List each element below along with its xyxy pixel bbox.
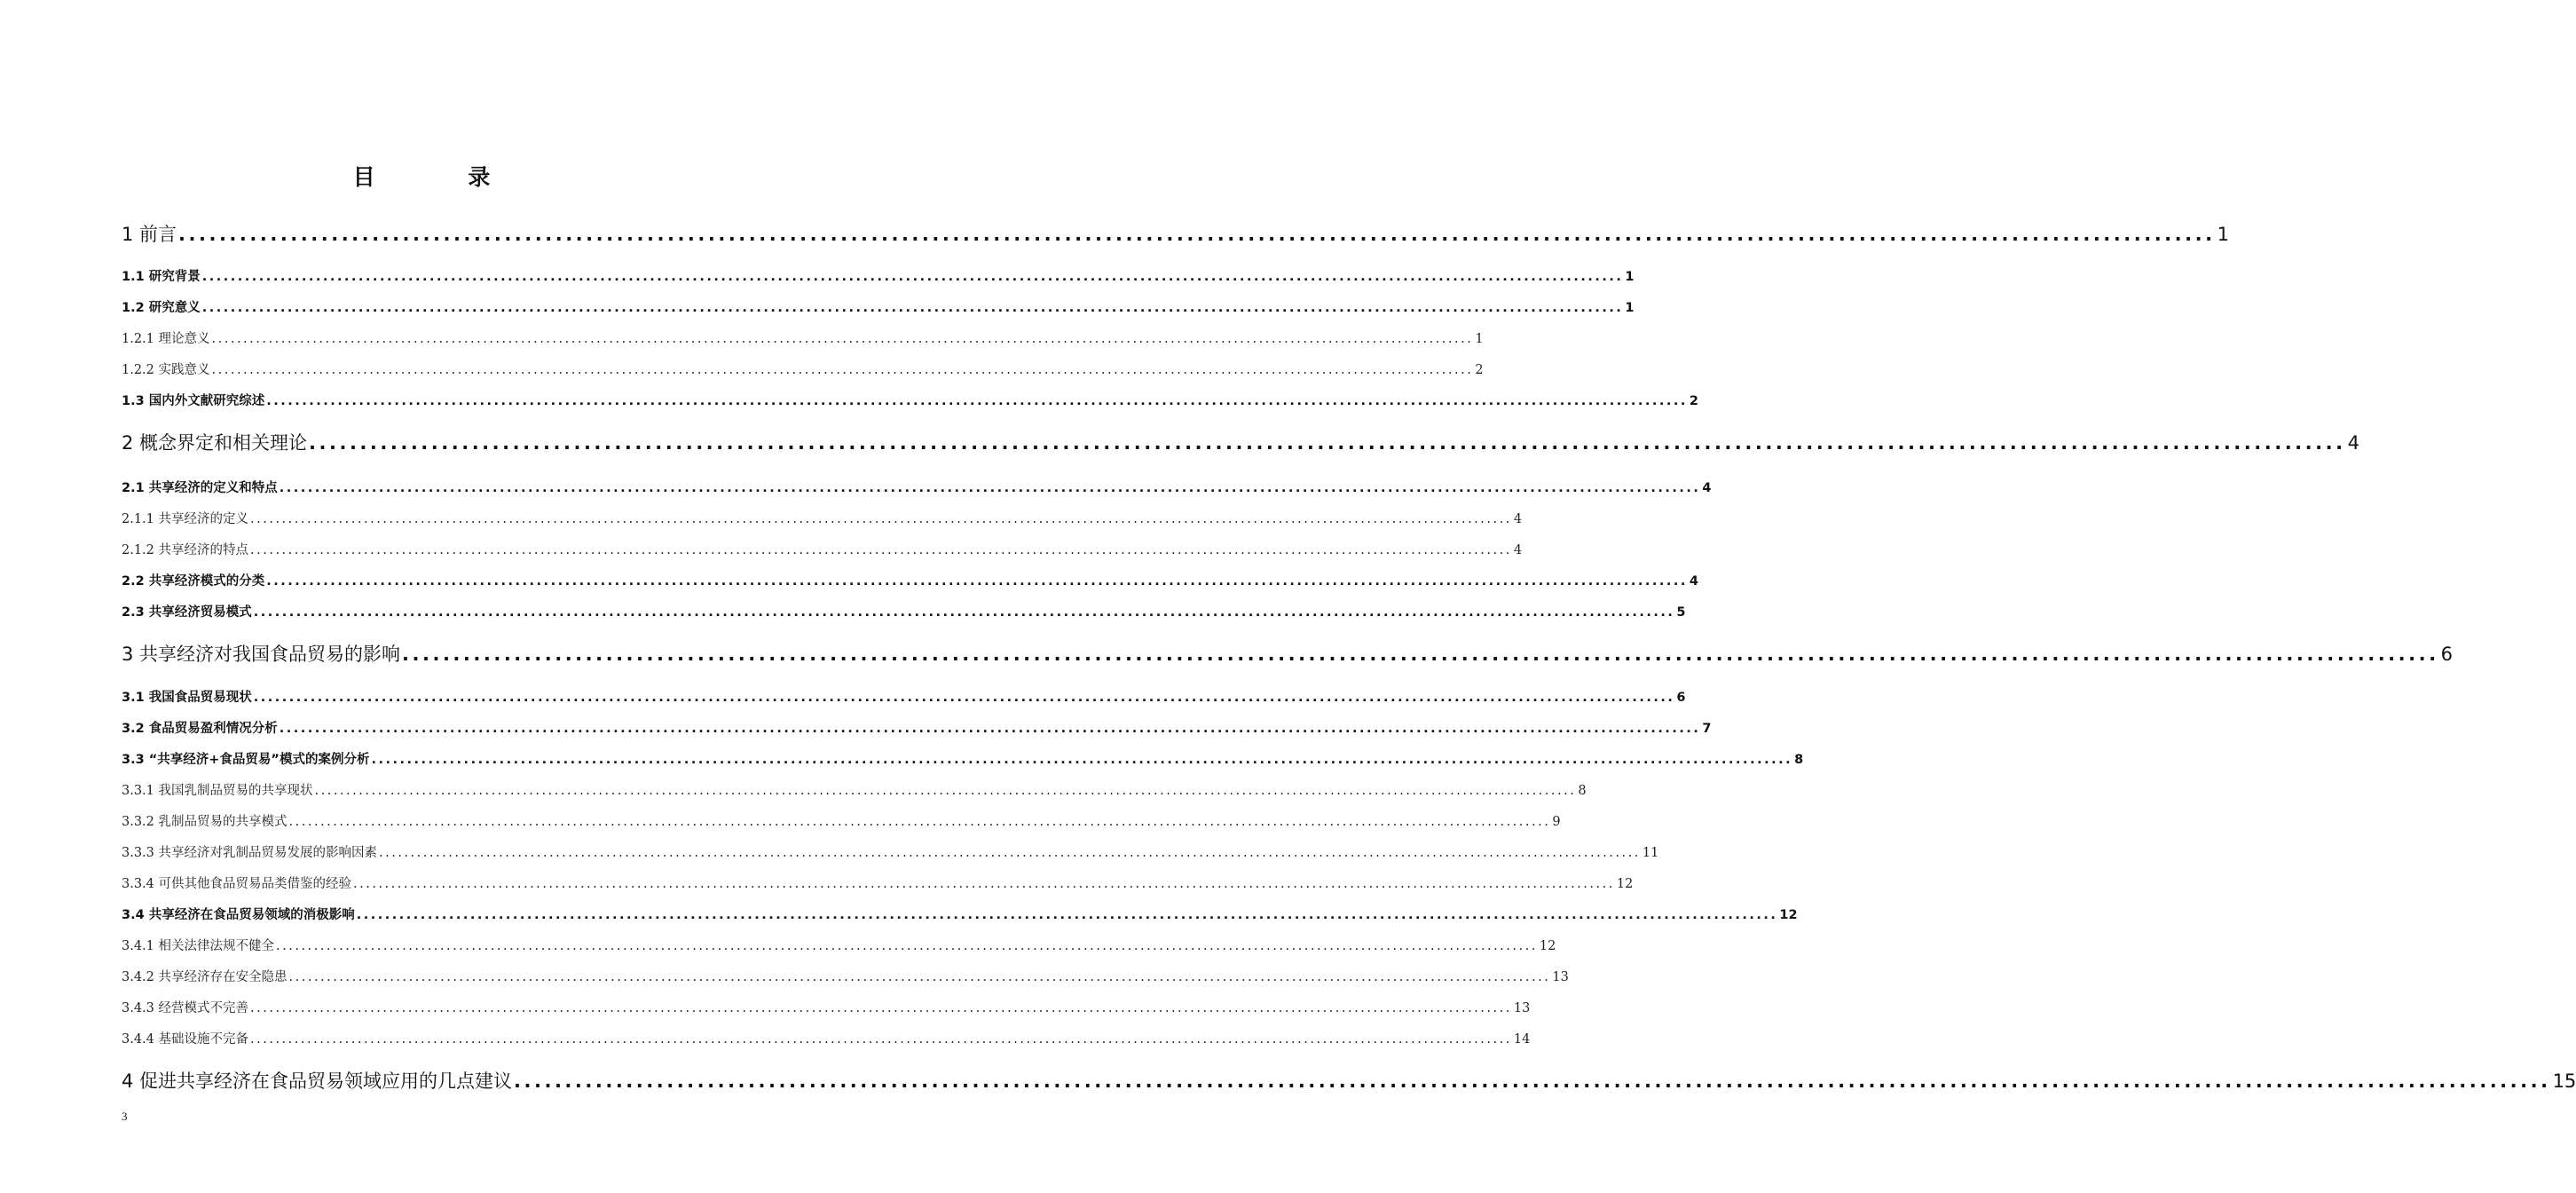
toc-leader-dots: ........................................................................................................................................................................................................	[514, 1071, 2551, 1092]
toc-entry-label: 2.1.2 共享经济的特点	[122, 543, 249, 557]
toc-entry-page: 13	[1513, 1001, 1531, 1015]
toc-entry-label: 3.3 “共享经济+食品贸易”模式的案例分析	[122, 753, 370, 767]
toc-leader-dots: ........................................................................................................................................................................................................	[253, 605, 1675, 620]
toc-entry-label: 3.3.2 乳制品贸易的共享模式	[122, 815, 288, 829]
toc-entry-label: 2.1 共享经济的定义和特点	[122, 481, 278, 495]
toc-entry-page: 8	[1794, 753, 1804, 767]
toc-entry[interactable]	[122, 936, 1556, 954]
toc-leader-dots: ........................................................................................................................................................................................................	[314, 784, 1577, 798]
toc-entry-label: 3.4.2 共享经济存在安全隐患	[122, 970, 288, 984]
toc-entry-page: 2	[1475, 363, 1484, 377]
toc-entry-label: 3.4.1 相关法律法规不健全	[122, 939, 275, 953]
toc-entry[interactable]	[122, 811, 1561, 830]
toc-entry[interactable]	[122, 842, 1659, 861]
toc-entry-page: 4	[1513, 512, 1523, 526]
toc-leader-dots: ........................................................................................................................................................................................................	[279, 722, 1701, 736]
toc-leader-dots: ........................................................................................................................................................................................................	[402, 644, 2439, 665]
toc-leader-dots: ........................................................................................................................................................................................................	[253, 691, 1675, 705]
toc-leader-dots: ........................................................................................................................................................................................................	[201, 270, 1624, 284]
toc-entry-page: 12	[1539, 939, 1556, 953]
toc-entry-page: 13	[1552, 970, 1569, 984]
toc-entry[interactable]	[122, 1067, 2576, 1094]
toc-leader-dots: ........................................................................................................................................................................................................	[266, 574, 1688, 589]
toc-entry-page: 1	[1625, 270, 1635, 284]
toc-entry-page: 4	[1513, 543, 1523, 557]
toc-entry-label: 1.2 研究意义	[122, 301, 201, 315]
toc-entry-page: 7	[1702, 722, 1712, 736]
toc-entry[interactable]	[122, 429, 2359, 455]
toc-entry-page: 4	[2347, 432, 2359, 454]
toc-leader-dots: ........................................................................................................................................................................................................	[288, 815, 1551, 829]
toc-entry[interactable]	[122, 687, 1686, 706]
toc-entry-page: 11	[1642, 846, 1659, 860]
toc-entry-page: 6	[1676, 691, 1686, 705]
toc-entry[interactable]	[122, 1029, 1531, 1047]
toc-entry-page: 12	[1779, 908, 1798, 922]
toc-entry[interactable]	[122, 967, 1569, 985]
toc-leader-dots: ........................................................................................................................................................................................................	[356, 908, 1778, 922]
toc-entry-label: 3.4.3 经营模式不完善	[122, 1001, 249, 1015]
toc-leader-dots: ........................................................................................................................................................................................................	[379, 846, 1641, 860]
toc-entry-label: 2 概念界定和相关理论	[122, 432, 308, 454]
toc-entry[interactable]	[122, 780, 1587, 799]
toc-entry-label: 3.2 食品贸易盈利情况分析	[122, 722, 278, 736]
toc-entry-label: 1.1 研究背景	[122, 270, 201, 284]
toc-entry-label: 3.4.4 基础设施不完备	[122, 1032, 249, 1047]
toc-entry[interactable]	[122, 749, 1804, 768]
toc-entry-page: 1	[1625, 301, 1635, 315]
toc-entry-page: 12	[1616, 877, 1634, 891]
toc-entry-page: 14	[1513, 1032, 1531, 1047]
toc-leader-dots: ........................................................................................................................................................................................................	[309, 432, 2346, 454]
toc-entry-label: 1.2.2 实践意义	[122, 363, 210, 377]
toc-entry-page: 15	[2552, 1071, 2576, 1092]
toc-entry[interactable]	[122, 602, 1686, 620]
toc-leader-dots: ........................................................................................................................................................................................................	[279, 481, 1701, 495]
toc-entry-page: 8	[1578, 784, 1587, 798]
toc-leader-dots: ........................................................................................................................................................................................................	[288, 970, 1551, 984]
toc-entry-label: 3 共享经济对我国食品贸易的影响	[122, 644, 401, 665]
toc-leader-dots: ........................................................................................................................................................................................................	[250, 1001, 1512, 1015]
toc-leader-dots: ........................................................................................................................................................................................................	[201, 301, 1624, 315]
toc-entry-label: 1.2.1 理论意义	[122, 332, 210, 346]
toc-entry[interactable]	[122, 640, 2453, 667]
toc-entry-label: 2.2 共享经济模式的分类	[122, 574, 265, 589]
toc-entry-page: 4	[1689, 574, 1698, 589]
toc-entry[interactable]	[122, 266, 1635, 285]
toc-entry[interactable]	[122, 359, 1484, 378]
toc-entry-page: 2	[1689, 394, 1698, 408]
toc-leader-dots: ........................................................................................................................................................................................................	[250, 1032, 1512, 1047]
toc-entry[interactable]	[122, 905, 1798, 923]
toc-leader-dots: ........................................................................................................................................................................................................	[266, 394, 1688, 408]
toc-leader-dots: ........................................................................................................................................................................................................	[353, 877, 1615, 891]
toc-entry-page: 1	[1475, 332, 1484, 346]
toc-entry[interactable]	[122, 540, 1523, 558]
toc-entry[interactable]	[122, 220, 2229, 247]
toc-leader-dots: ........................................................................................................................................................................................................	[211, 332, 1474, 346]
toc-leader-dots: ........................................................................................................................................................................................................	[211, 363, 1474, 377]
toc-entry-label: 3.4 共享经济在食品贸易领域的消极影响	[122, 908, 355, 922]
toc-entry[interactable]	[122, 571, 1698, 589]
toc-entry[interactable]	[122, 873, 1634, 892]
toc-entry[interactable]	[122, 509, 1523, 527]
toc-entry[interactable]	[122, 478, 1712, 496]
toc-leader-dots: ........................................................................................................................................................................................................	[250, 512, 1512, 526]
toc-entry-label: 1 前言	[122, 224, 177, 245]
toc-entry-label: 3.3.1 我国乳制品贸易的共享现状	[122, 784, 313, 798]
toc-entry-page: 1	[2217, 224, 2229, 245]
toc-entry-page: 9	[1552, 815, 1561, 829]
toc-entry-page: 5	[1676, 605, 1686, 620]
toc-entry-page: 4	[1702, 481, 1712, 495]
toc-entry[interactable]	[122, 998, 1531, 1016]
page-title: 目 录	[352, 164, 533, 190]
toc-entry[interactable]	[122, 391, 1698, 409]
page-number: 3	[122, 1110, 128, 1123]
toc-entry-page: 6	[2440, 644, 2453, 665]
toc-entry[interactable]	[122, 718, 1712, 737]
toc-entry-label: 3.1 我国食品贸易现状	[122, 691, 252, 705]
toc-entry-label: 4 促进共享经济在食品贸易领域应用的几点建议	[122, 1071, 513, 1092]
toc-entry-label: 1.3 国内外文献研究综述	[122, 394, 265, 408]
toc-entry-label: 2.3 共享经济贸易模式	[122, 605, 252, 620]
toc-entry[interactable]	[122, 328, 1484, 347]
toc-leader-dots: ........................................................................................................................................................................................................	[178, 224, 2216, 245]
toc-leader-dots: ........................................................................................................................................................................................................	[276, 939, 1538, 953]
toc-leader-dots: ........................................................................................................................................................................................................	[371, 753, 1793, 767]
toc-entry-label: 3.3.4 可供其他食品贸易品类借鉴的经验	[122, 877, 352, 891]
toc-leader-dots: ........................................................................................................................................................................................................	[250, 543, 1512, 557]
toc-entry[interactable]	[122, 297, 1635, 316]
toc-entry-label: 2.1.1 共享经济的定义	[122, 512, 249, 526]
toc-entry-label: 3.3.3 共享经济对乳制品贸易发展的影响因素	[122, 846, 378, 860]
